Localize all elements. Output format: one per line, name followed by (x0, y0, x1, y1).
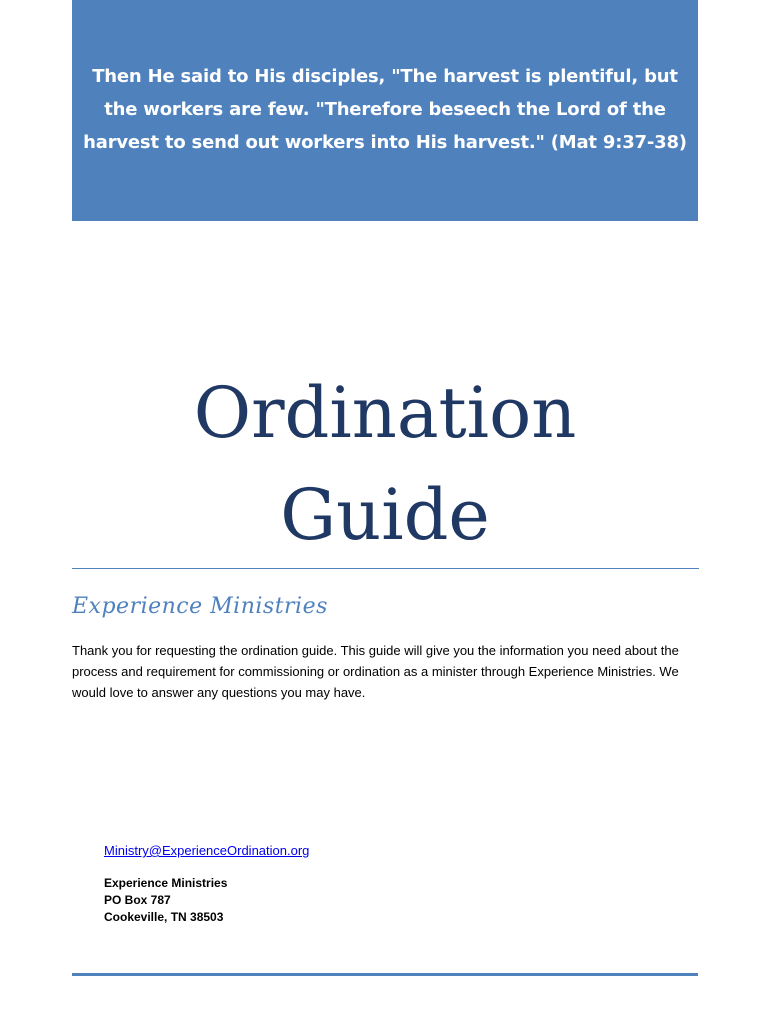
organization-subtitle: Experience Ministries (72, 594, 328, 619)
address-city: Cookeville, TN 38503 (104, 910, 224, 924)
document-title (0, 362, 770, 566)
title-divider (72, 568, 699, 569)
scripture-quote-text: Then He said to His disciples, "The harvest is plentiful, but the workers are few. "Therefore beseech the Lord of the harvest to send out workers into His harvest." (Mat 9:37-38) (83, 66, 687, 153)
intro-paragraph: Thank you for requesting the ordination guide. This guide will give you the information you need about the process and requirement for commissioning or ordination as a minister through Experience Ministries. We would love to answer any questions you may have. (72, 643, 679, 700)
title-line-guide: Guide (280, 474, 490, 556)
address-po-box: PO Box 787 (104, 893, 171, 907)
address-org: Experience Ministries (104, 876, 228, 890)
mailing-address (104, 875, 227, 926)
footer-divider (72, 973, 698, 976)
contact-email-link[interactable]: Ministry@ExperienceOrdination.org (104, 843, 310, 858)
title-line-ordination: Ordination (193, 372, 577, 454)
scripture-quote-box (72, 0, 698, 221)
